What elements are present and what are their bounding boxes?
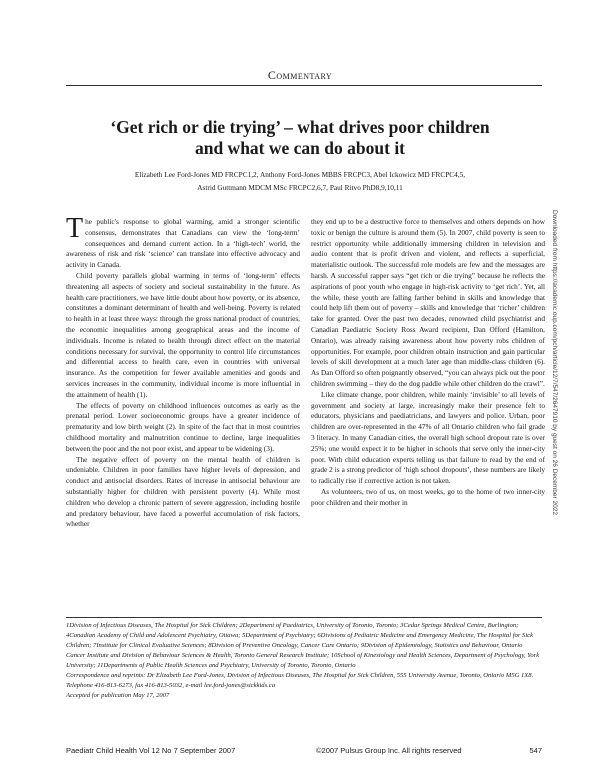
page-number: 547 (529, 746, 542, 755)
copyright: ©2007 Pulsus Group Inc. All rights reserved (316, 746, 462, 755)
article-title (60, 117, 540, 159)
body-column-right (311, 217, 545, 509)
section-label: Commentary (267, 68, 333, 82)
paragraph: The negative effect of poverty on the mental health of children is undeniable. Children in poor families have higher levels of depression, and conduct and antisocial disorders. Rates of increase in antisocial behaviour are substantially higher for children with persistent poverty (4). While most children who develop a chronic pattern of severe aggression, including hostile and predatory behaviour, have faced a powerful accumulation of risk factors, whether (66, 454, 300, 529)
download-watermark: Downloaded from https://academic.oup.com/pch/article/12/7/547/2647910 by guest on 26 December 2022 (551, 210, 558, 515)
authors-line-2: Astrid Guttmann MDCM MSc FRCPC2,6,7, Paul Ritvo PhD8,9,10,11 (197, 183, 403, 192)
paragraph: Child poverty parallels global warming in terms of ‘long-term’ effects threatening all aspects of society and societal sustainability in the future. As health care practitioners, we have little doubt about how poverty, or its absence, constitutes a dominant determinant of health and well-being. Poverty is related to health in at least three ways: through the gross national product of countries, the economic inequalities among geographical areas and the income of individuals. Income is related to health through direct effect on the material conditions necessary for survival, the opportunity to control life circumstances and differential access to health care, even in countries with universal insurance. As the competition for fewer available amenities and goods and services increases in the community, individual income is more influential in the attainment of health (1). (66, 270, 300, 399)
journal-citation: Paediatr Child Health Vol 12 No 7 September 2007 (66, 746, 236, 755)
accepted-date: Accepted for publication May 17, 2007 (66, 692, 170, 699)
body-column-left (66, 213, 300, 530)
paragraph: The effects of poverty on childhood influences outcomes as early as the prenatal period. Lower socioeconomic groups have a greater incidence of prematurity and low birth weight (2). In spite of the fact that in most countries childhood mortality and malnutrition continue to decline, large inequalities between the poor and the not poor exist, and appear to be widening (3). (66, 400, 300, 453)
paragraph-text: he public's response to global warming, amid a stronger scientific consensus, demonstrates that Canadians can view the ‘long-term’ consequences and demand current action. In a ‘high-tech’ world, the awareness of risk and risk ‘science’ can translate into effective advocacy and activity in Canada. (66, 217, 300, 270)
page-footer (66, 746, 542, 758)
paragraph: Like climate change, poor children, while mainly ‘invisible’ to all levels of government and society at large, increasingly make their presence felt to educators, physicians and paediatricians, and lawyers and police. Urban, poor children are over-represented in the 47% of all Ontario children who fail grade 3 literacy. In many Canadian cities, the overall high school dropout rate is over 25%; one would expect it to be higher in schools that serve only the inner-city poor. With child education experts telling us that failure to read by the end of grade 2 is a strong predictor of ‘high school dropouts’, these numbers are likely to radically rise if corrective action is not taken. (311, 389, 545, 486)
affiliations: 1Division of Infectious Diseases, The Hospital for Sick Children; 2Department of Paediatrics, University of Toronto, Toronto; 3Cedar Springs Medical Centre, Burlington; 4Canadian Academy of Child and Adolescent Psychiatry, Ottawa; 5Department of Psychiatry; 6Divisions of Pediatric Medicine and Emergency Medicine, The Hospital for Sick Children; 7Institute for Clinical Evaluative Sciences; 8Division of Preventive Oncology, Cancer Care Ontario; 9Division of Epidemiology, Statistics and Behaviour, Ontario Cancer Institute and Division of Behaviour Sciences & Health, Toronto General Research Institute; 10School of Kinesiology and Health Sciences, Department of Psychology, York University; 11Departments of Public Health Sciences and Psychiatry, University of Toronto, Toronto, Ontario (66, 622, 540, 669)
authors-line-1: Elizabeth Lee Ford-Jones MD FRCPC1,2, Anthony Ford-Jones MBBS FRCPC3, Abel Ickowicz MD FRCPC4,5, (134, 170, 466, 179)
title-line-2: and what we can do about it (194, 138, 406, 158)
correspondence: Correspondence and reprints: Dr Elizabeth Lee Ford-Jones, Division of Infectious Diseases, The Hospital for Sick Children, 555 University Avenue, Toronto, Ontario M5G 1X8. Telephone 416-813-6273, fax 416-813-5032, e-mail lee.ford-jones@sickkids.ca (66, 672, 534, 689)
paragraph: they end up to be a destructive force to themselves and others depends on how toxic or benign the culture is around them (5). In 2007, child poverty is seen to restrict opportunity while additionally immersing children in television and audio content that is profit driven and violent, and reflects a superficial, materialistic outlook. The successful role models are few and the messages are harsh. A successful rapper says “get rich or die trying” because he reflects the aspirations of poor youth who engage in high-risk activity to ‘get rich’. Yet, all the while, these youth are falling farther behind in skills and knowledge that could help lift them out of poverty – skills and knowledge that ‘richer’ children take for granted. Over the past two decades, renowned child psychiatrist and Canadian Paediatric Society Ross Award recipient, Dan Offord (Hamilton, Ontario), was already raising awareness about how poverty robs children of opportunities. For example, poor children obtain instruction and gain particular levels of skill development at a much later age than middle-class children (6). As Dan Offord so often poignantly observed, “you can always pick out the poor children swimming – they do the dog paddle while other children do the crawl”. (311, 217, 545, 388)
drop-cap: T (66, 213, 84, 244)
author-list (70, 168, 530, 194)
header-rule (66, 85, 542, 86)
title-line-1: ‘Get rich or die trying’ – what drives poor children (110, 117, 490, 137)
footnotes (66, 621, 542, 701)
paragraph (66, 213, 300, 271)
paragraph: As volunteers, two of us, on most weeks, go to the home of two inner-city poor children and their mother in (311, 486, 545, 507)
footnote-rule (66, 617, 542, 618)
